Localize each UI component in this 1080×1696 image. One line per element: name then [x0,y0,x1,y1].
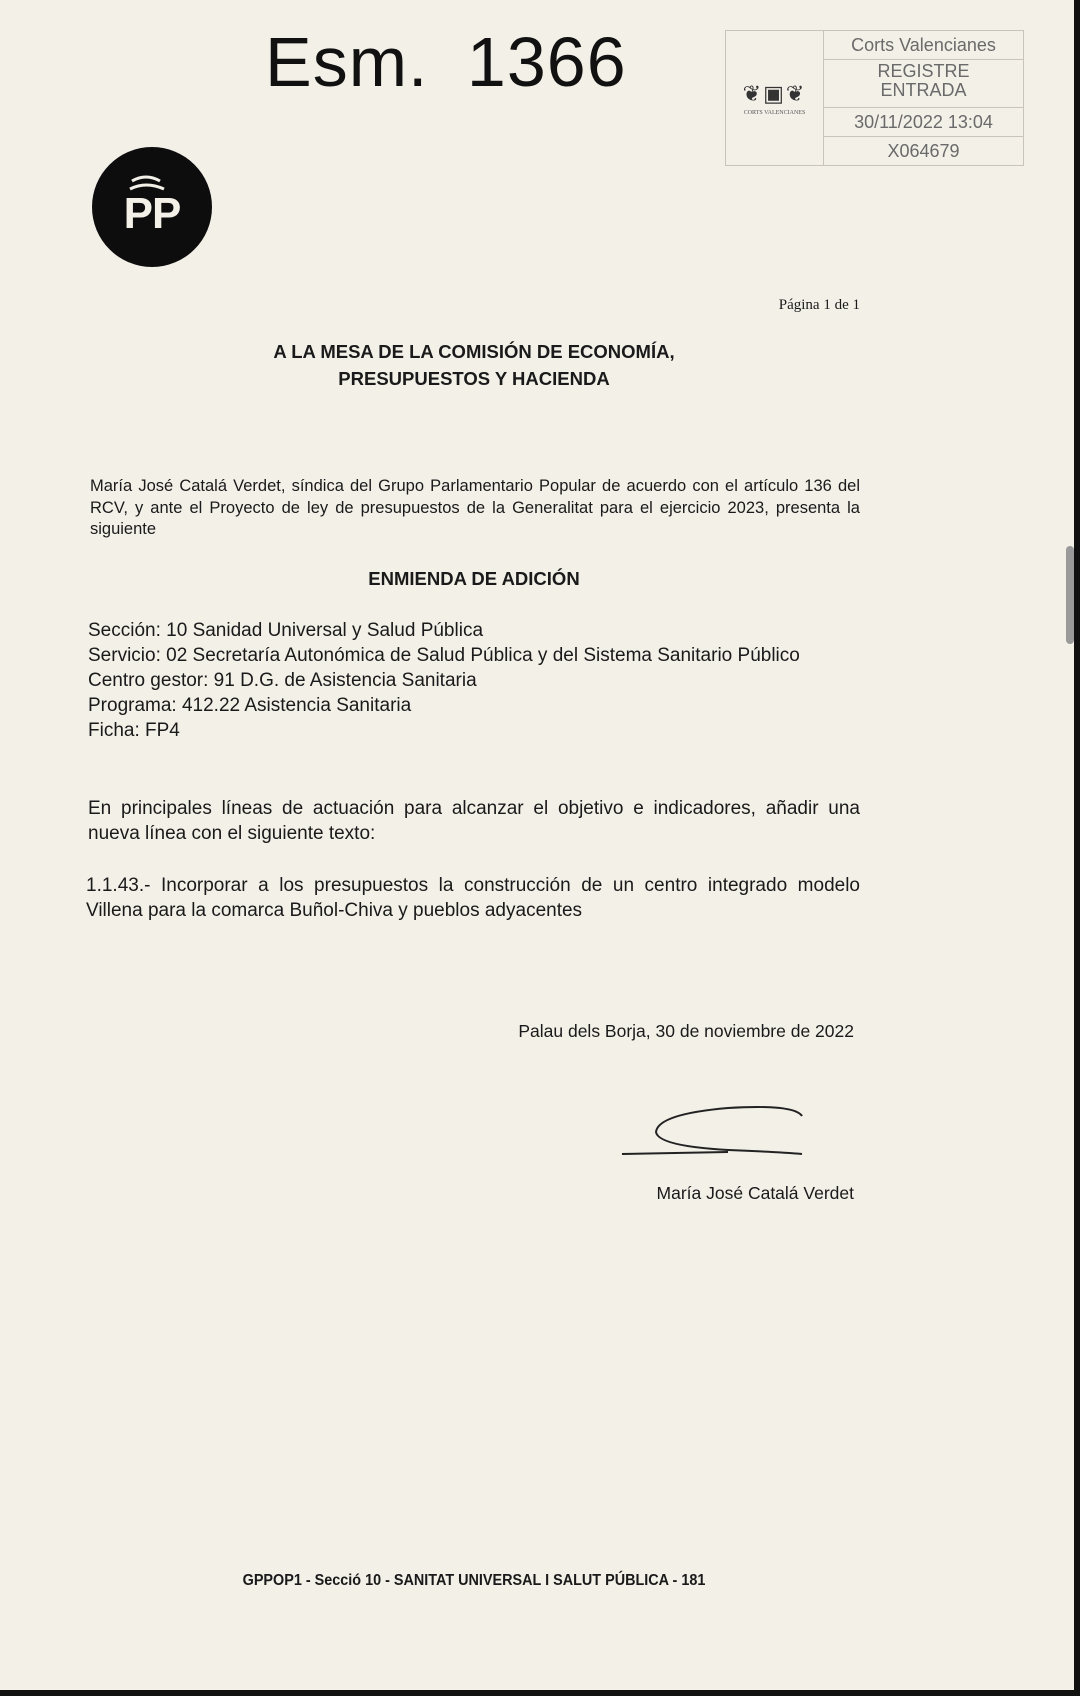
amendment-type: ENMIENDA DE ADICIÓN [368,568,580,589]
signature [618,1100,808,1164]
instruction-paragraph: En principales líneas de actuación para alcanzar el objetivo e indicadores, añadir una nueva línea con el siguiente texto: [88,798,860,844]
logo-text: PP [123,189,181,238]
place-date: Palau dels Borja, 30 de noviembre de 2022 [518,1021,854,1041]
scrollbar-thumb[interactable] [1066,546,1074,644]
detail-ficha: Ficha: FP4 [88,720,180,741]
intro-paragraph: María José Catalá Verdet, síndica del Grupo Parlamentario Popular de acuerdo con el artículo 136 del RCV, y ante el Proyecto de ley de presupuestos de la Generalitat para el ejercicio 2023, presenta la siguiente [90,477,860,538]
detail-servicio: Servicio: 02 Secretaría Autonómica de Salud Pública y del Sistema Sanitario Público [88,645,800,666]
budget-details [88,618,858,743]
coat-of-arms-icon: ❦▣❦ [742,80,807,106]
page-footer: GPPOP1 - Secció 10 - SANITAT UNIVERSAL I SALUT PÚBLICA - 181 [242,1572,706,1589]
signatory-name: María José Catalá Verdet [656,1183,854,1203]
stamp-registre-line2: ENTRADA [880,80,967,100]
registry-stamp [725,30,1024,166]
addressee-line-1: A LA MESA DE LA COMISIÓN DE ECONOMÍA, [273,341,675,362]
stamp-logo-caption: CORTS VALENCIANES [743,109,806,116]
detail-seccion: Sección: 10 Sanidad Universal y Salud Pública [88,620,484,641]
new-line-paragraph: 1.1.43.- Incorporar a los presupuestos la construcción de un centro integrado modelo Villena para la comarca Buñol-Chiva y pueblos adyacentes [86,875,860,921]
corts-logo [726,31,824,165]
page-indicator: Página 1 de 1 [778,297,860,313]
pp-logo [92,147,212,267]
addressee-line-2: PRESUPUESTOS Y HACIENDA [338,368,610,389]
stamp-number: X064679 [887,141,960,161]
detail-centro-gestor: Centro gestor: 91 D.G. de Asistencia Sanitaria [88,670,477,691]
stamp-institution: Corts Valencianes [824,31,1023,60]
amendment-number: Esm. 1366 [265,23,627,101]
stamp-registre [824,60,1023,108]
stamp-datetime: 30/11/2022 13:04 [824,108,1023,137]
stamp-registre-line1: REGISTRE [877,61,970,81]
detail-programa: Programa: 412.22 Asistencia Sanitaria [88,695,412,716]
